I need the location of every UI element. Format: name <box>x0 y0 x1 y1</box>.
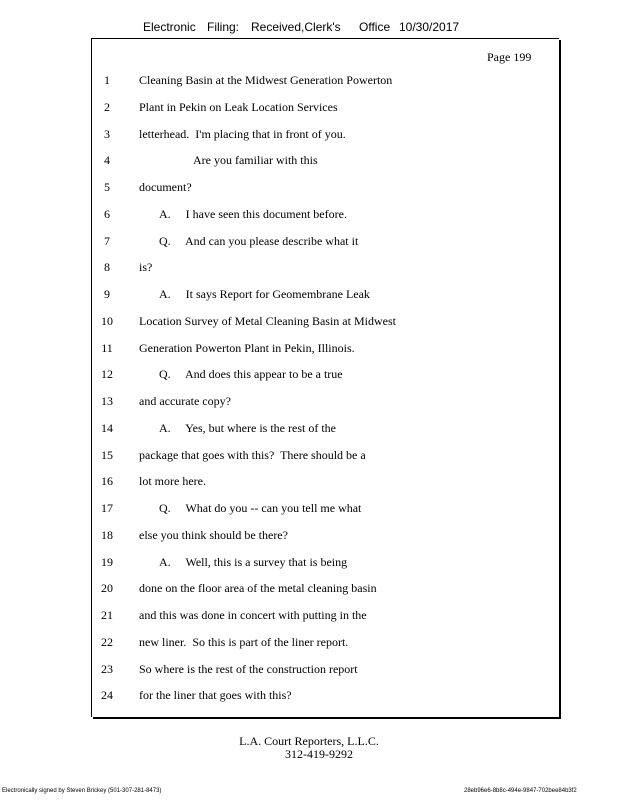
transcript-line <box>0 287 618 305</box>
transcript-line <box>0 100 618 118</box>
transcript-line <box>0 501 618 519</box>
transcript-line <box>0 207 618 225</box>
header-received: Received,Clerk's <box>251 20 341 34</box>
transcript-line <box>0 234 618 252</box>
footer-company: L.A. Court Reporters, L.L.C. <box>239 734 379 748</box>
transcript-line <box>0 448 618 466</box>
line-number: 3 <box>104 126 110 141</box>
line-text: Q. What do you -- can you tell me what <box>159 501 362 515</box>
header-filing: Filing: <box>207 20 240 34</box>
line-number: 9 <box>104 287 110 301</box>
line-text: A. Yes, but where is the rest of the <box>159 420 336 435</box>
line-text: Generation Powerton Plant in Pekin, Illinois. <box>139 340 355 355</box>
line-text: for the liner that goes with this? <box>139 688 292 703</box>
transcript-line <box>0 688 618 706</box>
line-number: 8 <box>104 260 110 275</box>
transcript-line <box>0 367 618 385</box>
header-office: Office <box>359 20 391 34</box>
line-text: package that goes with this? There should be a <box>139 447 366 462</box>
line-text: Are you familiar with this <box>193 153 318 168</box>
line-number: 21 <box>101 608 113 622</box>
line-text: and this was done in concert with putting in the <box>139 608 367 622</box>
line-text: done on the floor area of the metal cleaning basin <box>139 581 377 596</box>
transcript-line <box>0 153 618 171</box>
footer-phone: 312-419-9292 <box>285 747 353 761</box>
signature-left: Electronically signed by Steven Brickey (501-307-281-8473) <box>2 788 162 794</box>
line-text: A. I have seen this document before. <box>159 206 347 221</box>
transcript-line <box>0 662 618 680</box>
transcript-line <box>0 635 618 653</box>
transcript-line <box>0 341 618 359</box>
signature-right: 28eb96e6-8b8c-494e-9847-702bee84b3f2 <box>464 788 577 794</box>
line-number: 6 <box>104 206 110 221</box>
line-number: 14 <box>101 420 113 435</box>
transcript-line <box>0 528 618 546</box>
line-text: document? <box>139 180 192 194</box>
line-number: 4 <box>104 153 110 168</box>
line-text: new liner. So this is part of the liner report. <box>139 634 349 649</box>
line-number: 13 <box>101 394 113 408</box>
line-number: 5 <box>104 180 110 194</box>
line-text: A. Well, this is a survey that is being <box>159 554 348 569</box>
line-number: 12 <box>101 367 113 382</box>
line-number: 16 <box>101 474 113 489</box>
line-number: 24 <box>101 688 113 703</box>
transcript-line <box>0 73 618 91</box>
transcript-line <box>0 127 618 145</box>
line-number: 19 <box>101 554 113 569</box>
transcript-line <box>0 260 618 278</box>
transcript-line <box>0 608 618 626</box>
page-number: Page 199 <box>487 50 532 64</box>
line-number: 18 <box>101 527 113 542</box>
transcript-line <box>0 421 618 439</box>
line-number: 7 <box>104 233 110 248</box>
line-text: letterhead. I'm placing that in front of you. <box>139 126 346 141</box>
line-text: Plant in Pekin on Leak Location Services <box>139 99 338 114</box>
transcript-line <box>0 581 618 599</box>
line-number: 17 <box>101 501 113 515</box>
transcript-line <box>0 314 618 332</box>
line-text: So where is the rest of the construction report <box>139 661 358 676</box>
line-number: 23 <box>101 661 113 676</box>
line-text: lot more here. <box>139 474 206 489</box>
transcript-line <box>0 555 618 573</box>
line-text: A. It says Report for Geomembrane Leak <box>159 287 370 301</box>
line-number: 2 <box>104 99 110 114</box>
line-text: Location Survey of Metal Cleaning Basin at Midwest <box>139 313 396 328</box>
line-text: Cleaning Basin at the Midwest Generation Powerton <box>139 73 393 87</box>
line-text: is? <box>139 260 153 275</box>
line-text: and accurate copy? <box>139 394 231 408</box>
line-text: Q. And does this appear to be a true <box>159 367 343 382</box>
line-number: 20 <box>101 581 113 596</box>
transcript-line <box>0 394 618 412</box>
line-number: 22 <box>101 634 113 649</box>
line-number: 11 <box>101 340 113 355</box>
line-number: 1 <box>104 73 110 87</box>
transcript-line <box>0 180 618 198</box>
line-number: 10 <box>101 313 113 328</box>
header-electronic: Electronic <box>143 20 196 34</box>
header-date: 10/30/2017 <box>399 20 460 34</box>
line-text: else you think should be there? <box>139 527 288 542</box>
line-text: Q. And can you please describe what it <box>159 233 359 248</box>
transcript-line <box>0 474 618 492</box>
line-number: 15 <box>101 447 113 462</box>
